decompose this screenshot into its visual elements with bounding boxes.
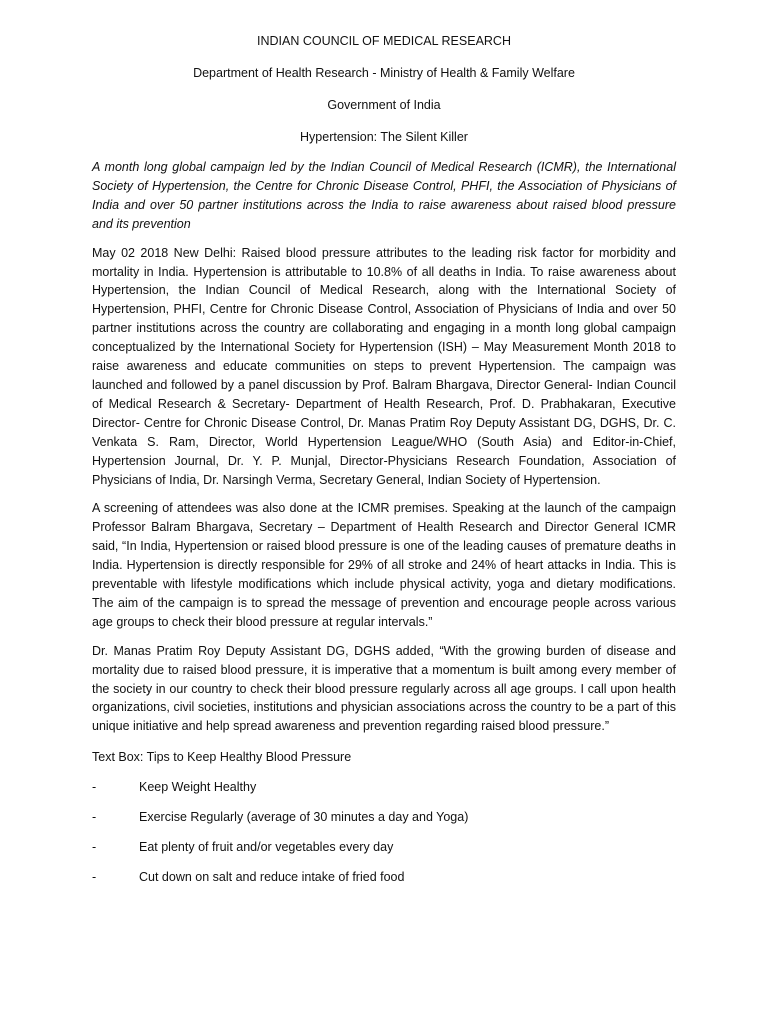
department-heading: Department of Health Research - Ministry of Health & Family Welfare bbox=[193, 66, 575, 80]
tip-item bbox=[92, 778, 676, 795]
tip-text: Exercise Regularly (average of 30 minutes a day and Yoga) bbox=[139, 809, 469, 824]
tip-text: Eat plenty of fruit and/or vegetables every day bbox=[139, 839, 394, 854]
document-title: Hypertension: The Silent Killer bbox=[300, 130, 468, 144]
body-paragraph-3: Dr. Manas Pratim Roy Deputy Assistant DG, DGHS added, “With the growing burden of disease and mortality due to raised blood pressure, it is imperative that a momentum is built among every member of the society in our country to check their blood pressure regularly across all age groups. I call upon health organizations, civil societies, institutions and physician associations across the country to be a part of this unique initiative and help spread awareness and prevention regarding raised blood pressure.” bbox=[92, 643, 676, 734]
intro-paragraph: A month long global campaign led by the Indian Council of Medical Research (ICMR), the International Society of Hypertension, the Centre for Chronic Disease Control, PHFI, the Association of Physicians of India and over 50 partner institutions across the India to raise awareness about raised blood pressure and its prevention bbox=[92, 160, 676, 231]
tip-text: Keep Weight Healthy bbox=[139, 779, 257, 794]
org-heading: INDIAN COUNCIL OF MEDICAL RESEARCH bbox=[257, 34, 511, 48]
body-paragraph-2: A screening of attendees was also done at the ICMR premises. Speaking at the launch of the campaign Professor Balram Bhargava, Secretary – Department of Health Research and Director General ICMR said, “In India, Hypertension or raised blood pressure is one of the leading causes of premature deaths in India. Hypertension is directly responsible for 29% of all stroke and 24% of heart attacks in India. This is preventable with lifestyle modifications which include physical activity, yoga and dietary modifications. The aim of the campaign is to spread the message of prevention and encourage people across various age groups to check their blood pressure at regular intervals.” bbox=[92, 501, 676, 629]
body-paragraph-1: May 02 2018 New Delhi: Raised blood pressure attributes to the leading risk factor for morbidity and mortality in India. Hypertension is attributable to 10.8% of all deaths in India. To raise awareness about Hypertension, the Indian Council of Medical Research, along with the International Society of Hypertension, PHFI, Centre for Chronic Disease Control, Association of Physicians of India and over 50 partner institutions across the country are collaborating and engaging in a month long global campaign conceptualized by the International Society for Hypertension (ISH) – May Measurement Month 2018 to raise awareness and educate communities on steps to prevent Hypertension. The campaign was launched and followed by a panel discussion by Prof. Balram Bhargava, Director General- Indian Council of Medical Research & Secretary- Department of Health Research, Prof. D. Prabhakaran, Executive Director- Centre for Chronic Disease Control, Dr. Manas Pratim Roy Deputy Assistant DG, DGHS, Dr. C. Venkata S. Ram, Director, World Hypertension League/WHO (South Asia) and Editor-in-Chief, Hypertension Journal, Dr. Y. P. Munjal, Director-Physicians Research Foundation, Association of Physicians of India, Dr. Narsingh Verma, Secretary General, Indian Society of Hypertension. bbox=[92, 245, 676, 487]
tip-item bbox=[92, 868, 676, 885]
tip-item bbox=[92, 838, 676, 855]
government-heading: Government of India bbox=[327, 98, 441, 112]
tip-text: Cut down on salt and reduce intake of fried food bbox=[139, 869, 405, 884]
bullet-dash: - bbox=[92, 839, 97, 854]
bullet-dash: - bbox=[92, 779, 97, 794]
tips-title: Text Box: Tips to Keep Healthy Blood Pressure bbox=[92, 750, 352, 765]
bullet-dash: - bbox=[92, 809, 97, 824]
tip-item bbox=[92, 808, 676, 825]
bullet-dash: - bbox=[92, 869, 97, 884]
